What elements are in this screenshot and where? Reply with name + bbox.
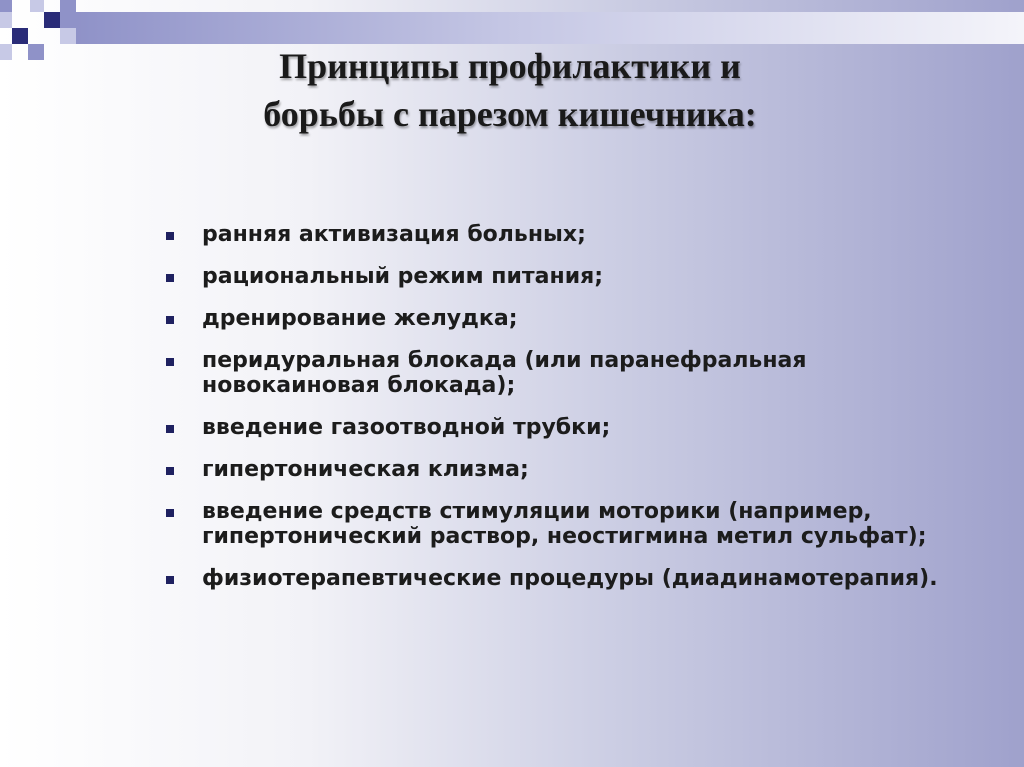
square-bullet-icon [166, 358, 174, 366]
list-item-text: рациональный режим питания; [202, 264, 604, 289]
list-item [164, 222, 964, 247]
list-item-text: гипертоническая клизма; [202, 457, 529, 482]
corner-square-decoration [28, 44, 44, 60]
list-item-text: введение средств стимуляции моторики (например, гипертонический раствор, неостигмина метил сульфат); [202, 499, 927, 549]
list-item [164, 348, 964, 398]
square-bullet-icon [166, 274, 174, 282]
header-bar-decoration [76, 12, 1024, 44]
list-item-text: перидуральная блокада (или паранефральная новокаиновая блокада); [202, 348, 807, 398]
corner-square-decoration [60, 28, 76, 44]
square-bullet-icon [166, 425, 174, 433]
corner-square-decoration [60, 12, 76, 28]
list-item-text: введение газоотводной трубки; [202, 415, 611, 440]
list-item [164, 264, 964, 289]
corner-square-decoration [12, 28, 28, 44]
square-bullet-icon [166, 509, 174, 517]
corner-square-decoration [60, 0, 76, 12]
square-bullet-icon [166, 467, 174, 475]
list-item [164, 306, 964, 331]
square-bullet-icon [166, 316, 174, 324]
list-item-text: физиотерапевтические процедуры (диадинамотерапия). [202, 566, 938, 591]
square-bullet-icon [166, 232, 174, 240]
corner-square-decoration [30, 0, 44, 12]
list-item [164, 415, 964, 440]
list-item [164, 457, 964, 482]
corner-square-decoration [0, 0, 12, 12]
title-line-2: борьбы с парезом кишечника: [263, 94, 757, 134]
corner-square-decoration [44, 12, 60, 28]
square-bullet-icon [166, 576, 174, 584]
corner-square-decoration [0, 44, 12, 60]
list-item [164, 566, 964, 591]
list-item [164, 499, 964, 549]
slide-title [120, 42, 900, 138]
title-line-1: Принципы профилактики и [279, 46, 741, 86]
corner-square-decoration [0, 12, 12, 28]
list-item-text: дренирование желудка; [202, 306, 518, 331]
list-item-text: ранняя активизация больных; [202, 222, 586, 247]
bullet-list [164, 222, 964, 608]
